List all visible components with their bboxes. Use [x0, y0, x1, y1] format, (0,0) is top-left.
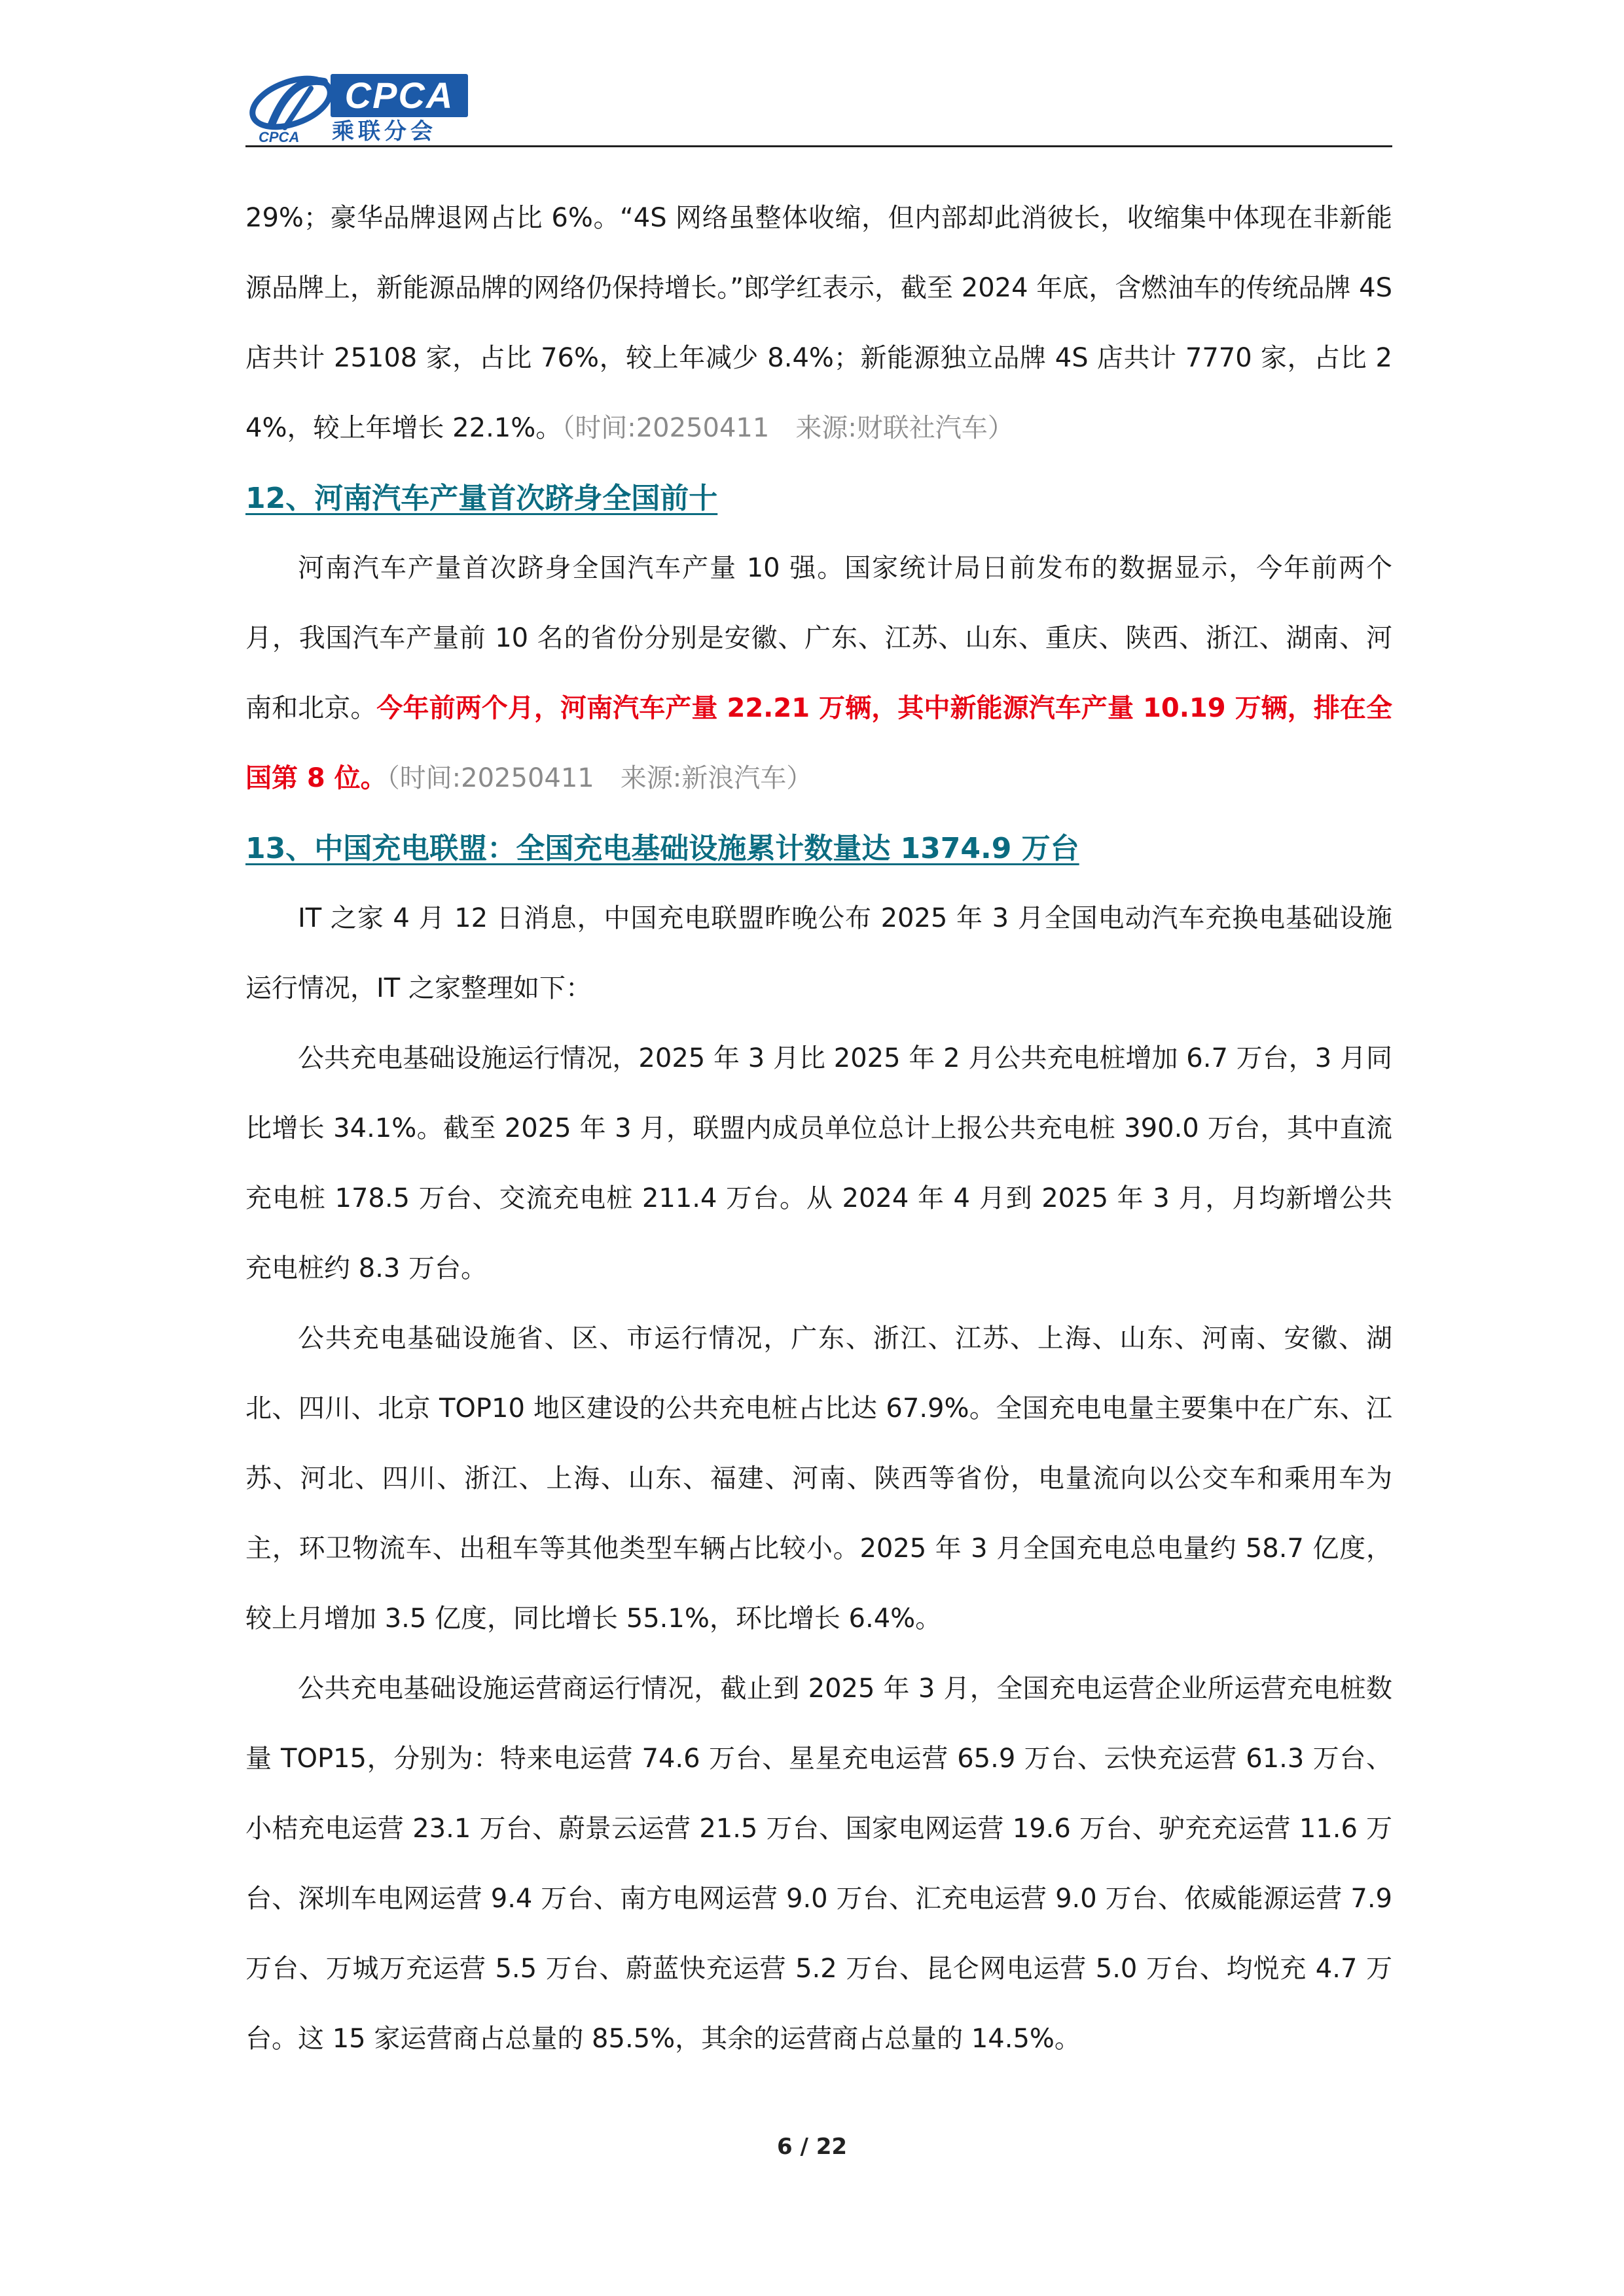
- page-number: 6 / 22: [776, 2134, 848, 2160]
- paragraph-text: 公共充电基础设施运行情况，2025 年 3 月比 2025 年 2 月公共充电桩增加 6.7 万台，3 月同比增长 34.1%。截至 2025 年 3 月，联盟内成员单位总计上报公共充电桩 390.0 万台，其中直流充电桩 178.5 万台、交流充电桩 211.4 万台。从 2024 年 4 月到 2025 年 3 月，月均新增公共充电桩约 8.3 万台。: [245, 1043, 1392, 1283]
- source-citation: （时间:20250411 来源:新浪汽车）: [386, 763, 813, 793]
- section-heading: [245, 814, 1392, 884]
- paragraph-text: 河南汽车产量首次跻身全国汽车产量 10 强。国家统计局日前发布的数据显示，今年前两个月，我国汽车产量前 10 名的省份分别是安徽、广东、江苏、山东、重庆、陕西、浙江、湖南、河南和北京。: [245, 553, 1392, 723]
- article-body: [245, 183, 1392, 2074]
- logo-text: CPCA: [331, 74, 468, 117]
- section-heading-text: 13、中国充电联盟：全国充电基础设施累计数量达 1374.9 万台: [245, 832, 1079, 865]
- paragraph-text: IT 之家 4 月 12 日消息，中国充电联盟昨晚公布 2025 年 3 月全国电动汽车充换电基础设施运行情况，IT 之家整理如下：: [245, 903, 1392, 1003]
- paragraph: [245, 183, 1392, 463]
- paragraph: [245, 1304, 1392, 1654]
- paragraph-text: 公共充电基础设施运营商运行情况，截止到 2025 年 3 月，全国充电运营企业所运营充电桩数量 TOP15，分别为：特来电运营 74.6 万台、星星充电运营 65.9 万台、云快充运营 61.3 万台、小桔充电运营 23.1 万台、蔚景云运营 21.5 万台、国家电网运营 19.6 万台、驴充充运营 11.6 万台、深圳车电网运营 9.4 万台、南方电网运营 9.0 万台、汇充电运营 9.0 万台、依威能源运营 7.9 万台、万城万充运营 5.5 万台、蔚蓝快充运营 5.2 万台、昆仑网电运营 5.0 万台、均悦充 4.7 万台。这 15 家运营商占总量的 85.5%，其余的运营商占总量的 14.5%。: [245, 1674, 1392, 2054]
- emblem-text: CPCA: [259, 129, 300, 144]
- source-citation: （时间:20250411 来源:财联社汽车）: [562, 413, 1014, 443]
- paragraph-text: 29%；豪华品牌退网占比 6%。“4S 网络虽整体收缩，但内部却此消彼长，收缩集中体现在非新能源品牌上，新能源品牌的网络仍保持增长。”郎学红表示，截至 2024 年底，含燃油车的传统品牌 4S 店共计 25108 家，占比 76%，较上年减少 8.4%；新能源独立品牌 4S 店共计 7770 家，占比 24%，较上年增长 22.1%。: [245, 203, 1392, 443]
- logo-subtitle: 乘联分会: [332, 118, 437, 145]
- section-heading-text: 12、河南汽车产量首次跻身全国前十: [245, 482, 718, 515]
- section-heading: [245, 463, 1392, 533]
- paragraph: [245, 884, 1392, 1024]
- paragraph-text: 公共充电基础设施省、区、市运行情况，广东、浙江、江苏、上海、山东、河南、安徽、湖北、四川、北京 TOP10 地区建设的公共充电桩占比达 67.9%。全国充电电量主要集中在广东、江苏、河北、四川、浙江、上海、山东、福建、河南、陕西等省份，电量流向以公交车和乘用车为主，环卫物流车、出租车等其他类型车辆占比较小。2025 年 3 月全国充电总电量约 58.7 亿度，较上月增加 3.5 亿度，同比增长 55.1%，环比增长 6.4%。: [245, 1323, 1392, 1634]
- paragraph: [245, 533, 1392, 814]
- paragraph: [245, 1024, 1392, 1304]
- page-header: [245, 62, 1391, 147]
- highlight-text: 今年前两个月，河南汽车产量 22.21 万辆，其中新能源汽车产量 10.19 万辆，排在全国第 8 位。: [245, 693, 1393, 793]
- cpca-emblem-icon: [245, 62, 344, 144]
- header-divider: [245, 145, 1392, 147]
- paragraph: [245, 1654, 1392, 2074]
